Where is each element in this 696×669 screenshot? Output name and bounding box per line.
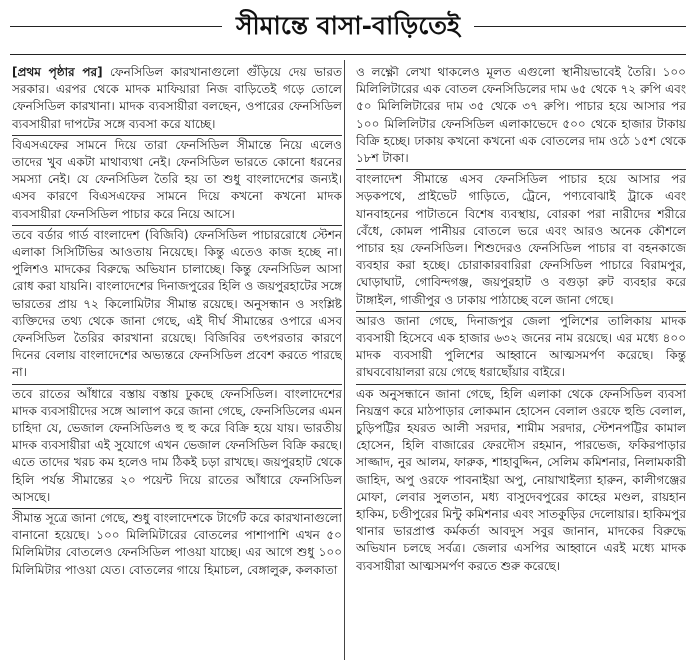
paragraph-text: তবে রাতের আঁধারে বস্তায় বস্তায় ঢুকছে ফেনসিডিল। বাংলাদেশের মাদক ব্যবসায়ীদের সঙ্গে আলাপ করে জানা গেছে, ফেনসিডিলের এমন চাহিদা যে, ভেজাল ফেনসিডিলও হু হু করে বিক্রি হয়ে যায়। ভারতীয় মাদক ব্যবসায়ীরা এই সুযোগে এখন ভেজাল ফেনসিডিল বিক্রি করছে। এতে তাদের খরচ কম হলেও দাম ঠিকই চড়া রাখছে। জয়পুরহাট থেকে হিলি পর্যন্ত সীমান্তের ২০ পয়েন্ট দিয়ে রাতের আঁধারে ফেনসিডিল আসছে। [12,386,342,504]
headline: সীমান্তে বাসা-বাড়িতেই [222,4,474,48]
paragraph [356,63,686,167]
paragraph-text: ও লক্ষ্ণৌ লেখা থাকলেও মূলত এগুলো স্থানীয়ভাবেই তৈরি। ১০০ মিলিলিটারের এক বোতল ফেনসিডিলের দাম ৬৫ থেকে ৭২ রুপি এবং ৫০ মিলিলিটারের দাম ৩৫ থেকে ৩৭ রুপি। পাচার হয়ে আসার পর ১০০ মিলিলিটার ফেনসিডিল এলাকাভেদে ৫০০ থেকে হাজার টাকায় বিক্রি হচ্ছে। ঢাকায় কখনো কখনো এক বোতলের দাম ওঠে ১৫শ থেকে ১৮শ টাকা। [356,65,686,166]
paragraph [12,63,342,133]
paragraph-text: ফেনসিডিল কারখানাগুলো গুঁড়িয়ে দেয় ভারত সরকার। এরপর থেকে মাদক মাফিয়ারা নিজ বাড়িতেই গড়ে তোলে ফেনসিডিল কারখানা। মাদক ব্যবসায়ীরা বলছেন, ওপারের ফেনসিডিল ব্যবসায়ীরা দাপটের সঙ্গে ব্যবসা করে যাচ্ছে। [12,65,342,131]
paragraph-text: বিএসএফের সামনে দিয়ে তারা ফেনসিডিল সীমান্তে নিয়ে এলেও তাদের খুব একটা মাথাব্যথা নেই। ফেনসিডিল ভারতে কোনো ধরনের সমস্যা নেই। যে ফেনসিডিল তৈরি হয় তা শুধু বাংলাদেশের জন্যই। এসব কারণে বিএসএফের সামনে দিয়ে কখনো কখনো মাদক ব্যবসায়ীরা ফেনসিডিল পাচার করে নিয়ে আসে। [12,137,342,221]
paragraph [12,384,342,506]
paragraph [12,508,342,579]
paragraph-text: বাংলাদেশ সীমান্তে এসব ফেনসিডিল পাচার হয়ে আসার পর সড়কপথে, প্রাইভেট গাড়িতে, ট্রেনে, পণ্যবোঝাই ট্রাকে এবং যানবাহনের পাটাতনে বিশেষ ব্যবস্থায়, বোরকা পরা নারীদের শরীরে বেঁধে, কোমল পানীয়র বোতলে ভরে এবং আরও অনেক কৌশলে পাচার হয় ফেনসিডিল। শিশুদেরও ফেনসিডিল পাচার বা বহনকাজে ব্যবহার করা হচ্ছে। চোরাকারবারিরা ফেনসিডিল পাচারে বিরামপুর, ঘোড়াঘাট, গোবিন্দগঞ্জ, জয়পুরহাট ও বগুড়া রুট ব্যবহার করে টাঙ্গাইল, গাজীপুর ও ঢাকায় পাঠাচ্ছে বলে জানা গেছে। [356,172,686,307]
paragraph-text: আরও জানা গেছে, দিনাজপুর জেলা পুলিশের তালিকায় মাদক ব্যবসায়ী হিসেবে এক হাজার ৬৩২ জনের নাম রয়েছে। এর মধ্যে ৪০০ মাদক ব্যবসায়ী পুলিশের আহ্বানে আত্মসমর্পণ করেছে। কিন্তু রাঘববোয়ালরা রয়ে গেছে ধরাছোঁয়ার বাইরে। [356,313,686,380]
paragraph-text: সীমান্ত সূত্রে জানা গেছে, শুধু বাংলাদেশকে টার্গেট করে কারখানাগুলো বানানো হয়েছে। ১০০ মিলিমিটারের বোতলের পাশাপাশি এখন ৫০ মিলিমিটার বোতলেও ফেনসিডিল পাওয়া যাচ্ছে। এর আগে শুধু ১০০ মিলিমিটার পাওয়া যেত। বোতলের গায়ে হিমাচল, বেঙ্গালুরু, কলকাতা [12,511,342,577]
paragraph-text: এক অনুসন্ধানে জানা গেছে, হিলি এলাকা থেকে ফেনসিডিল ব্যবসা নিয়ন্ত্রণ করে মাঠপাড়ার লোকমান হোসেন বেলাল ওরফে হুন্ডি বেলাল, চুড়িপট্টির হযরত আলী সরদার, শামীম সরদার, স্টেশনপট্টির কামাল হোসেন, হিলি বাজারের ফেরদৌস রহমান, পারভেজ, ফকিরপাড়ার সাজ্জাদ, নুর আলম, ফারুক, শাহাবুদ্দিন, সেলিম কমিশনার, নিলামকারী জাহিদ, অপু ওরফে পাবনাইয়া অপু, নোয়াখাইল্যা হারুন, কালীগঞ্জের মোফা, লেবার সুলতান, মধ্য বাসুদেবপুরের কাহের মণ্ডল, রায়হান হাকিম, চণ্ডীপুরের মিন্টু কমিশনার এবং সাতকুড়ির দেলোয়ার। হাকিমপুর থানার ভারপ্রাপ্ত কর্মকর্তা আবদুস সবুর জানান, মাদকের বিরুদ্ধে অভিযান চলছে সর্বত্র। জেলার এসপির আহ্বানে এরই মধ্যে মাদক ব্যবসায়ীরা আত্মসমর্পণ করতে শুরু করেছে। [356,386,686,573]
left-column [12,63,342,663]
headline-rule-bottom [10,54,686,55]
paragraph [356,169,686,309]
paragraph [12,225,342,382]
paragraph [12,135,342,223]
paragraph [356,311,686,382]
paragraph [356,384,686,575]
column-divider [344,60,345,660]
paragraph-text: তবে বর্ডার গার্ড বাংলাদেশ (বিজিবি) ফেনসিডিল পাচাররোধে স্টেশন এলাকা সিসিটিভির আওতায় নিয়েছে। কিন্তু এতেও কাজ হচ্ছে না। পুলিশও মাদকের বিরুদ্ধে অভিযান চালাচ্ছে। কিন্তু ফেনসিডিল আসা রোধ করা যায়নি। বাংলাদেশের দিনাজপুরের হিলি ও জয়পুরহাটের সঙ্গে ভারতের প্রায় ৭২ কিলোমিটার সীমান্ত রয়েছে। অনুসন্ধান ও সংশ্লিষ্ট ব্যক্তিদের তথ্য থেকে জানা গেছে, এই দীর্ঘ সীমান্তের ওপারে এসব ফেনসিডিল তৈরির কারখানা রয়েছে। বিজিবির তৎপরতার কারণে দিনের বেলায় বাংলাদেশের অভ্যন্তরে ফেনসিডিল প্রবেশ করতে পারছে না। [12,227,342,380]
headline-container [0,4,696,48]
right-column [356,63,686,663]
continuation-tag: [প্রথম পৃষ্ঠার পর] [12,65,103,79]
